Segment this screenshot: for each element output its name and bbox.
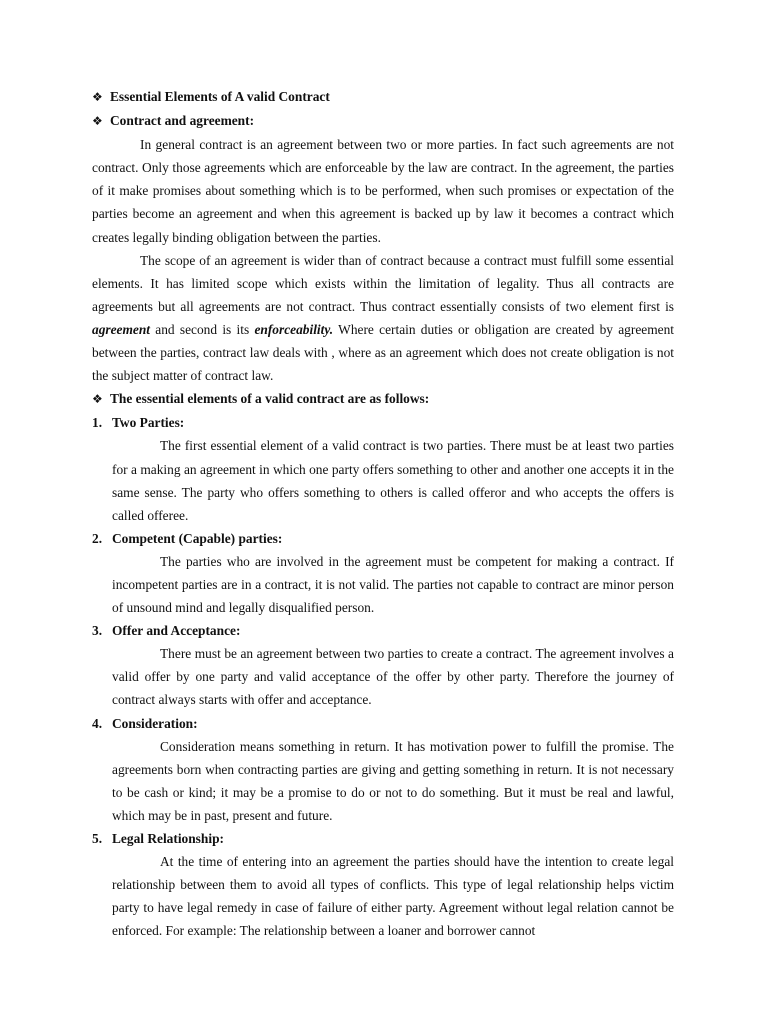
paragraph-text: and second is its bbox=[150, 321, 255, 337]
list-number: 5. bbox=[92, 831, 103, 846]
paragraph-text: The scope of an agreement is wider than of contract because a contract must fulfill some essential elements. It has limited scope which exists within the limitation of legality. Thus all contracts are agreements but all agreements are not contract. Thus contract essentially consists of two element first is bbox=[92, 252, 674, 314]
diamond-bullet-icon: ❖ bbox=[92, 90, 103, 104]
list-item-heading bbox=[92, 619, 674, 642]
paragraph-text: Where certain duties or obligation are created by agreement between the parties, contract law deals with , where as an agreement which does not create obligation is not the subject matter of contract law. bbox=[92, 321, 674, 384]
list-item-text: At the time of entering into an agreement the parties should have the intention to create legal relationship between them to avoid all types of conflicts. This type of legal relationship helps victim party to have legal remedy in case of failure of either party. Agreement without legal relation cannot be enforced. For example: The relationship between a loaner and borrower cannot bbox=[112, 854, 674, 939]
heading-text: Contract and agreement: bbox=[110, 113, 255, 129]
list-item-title: Offer and Acceptance: bbox=[112, 623, 241, 639]
heading-text: The essential elements of a valid contract are as follows: bbox=[110, 391, 430, 407]
list-item-text: The parties who are involved in the agreement must be competent for making a contract. If incompetent parties are in a contract, it is not valid. The parties not capable to contract are minor person of unsound mind and legally disqualified person. bbox=[112, 553, 674, 616]
heading-essential-list bbox=[92, 387, 674, 411]
list-item-heading bbox=[92, 411, 674, 434]
list-item-title: Consideration: bbox=[112, 715, 198, 731]
list-item-text: Consideration means something in return. It has motivation power to fulfill the promise. The agreements born when contracting parties are giving and getting something in return. It is not necessary to be cash or kind; it may be a promise to do or not to do something. But it must be real and lawful, which may be in past, present and future. bbox=[112, 738, 674, 823]
list-item-heading bbox=[92, 827, 674, 850]
diamond-bullet-icon: ❖ bbox=[92, 114, 103, 129]
list-item-text: There must be an agreement between two parties to create a contract. The agreement involves a valid offer by one party and valid acceptance of the offer by other party. Therefore the journey of contract always starts with offer and acceptance. bbox=[112, 646, 674, 708]
heading-text: Essential Elements of A valid Contract bbox=[110, 89, 330, 104]
diamond-bullet-icon: ❖ bbox=[92, 392, 103, 407]
paragraph-scope bbox=[92, 249, 674, 388]
list-item-heading bbox=[92, 527, 674, 550]
list-number: 4. bbox=[92, 715, 103, 731]
list-item-title: Legal Relationship: bbox=[112, 831, 224, 846]
emphasis-agreement: agreement bbox=[92, 321, 151, 337]
paragraph-contract-definition: In general contract is an agreement between two or more parties. In fact such agreements are not contract. Only those agreements which are enforceable by the law are contract. In the agreement, the parties of it make promises about something which is to be performed, when such promises or expectation of the parties become an agreement and when this agreement is backed up by law it becomes a contract which creates legally binding obligation between the parties. bbox=[92, 137, 674, 245]
list-item-title: Two Parties: bbox=[112, 415, 185, 431]
list-item-heading bbox=[92, 712, 674, 735]
list-item-text: The first essential element of a valid contract is two parties. There must be at least two parties for a making an agreement in which one party offers something to other and another one accepts it in the same sense. The party who offers something to others is called offeror and who accepts the offers is called offeree. bbox=[112, 438, 674, 523]
document-page bbox=[92, 85, 674, 942]
list-number: 1. bbox=[92, 415, 103, 431]
list-item-title: Competent (Capable) parties: bbox=[112, 530, 283, 546]
heading-contract-agreement bbox=[92, 109, 674, 133]
heading-essential-elements bbox=[92, 85, 674, 109]
list-number: 3. bbox=[92, 623, 103, 639]
list-number: 2. bbox=[92, 530, 103, 546]
emphasis-enforceability: enforceability. bbox=[254, 321, 334, 337]
